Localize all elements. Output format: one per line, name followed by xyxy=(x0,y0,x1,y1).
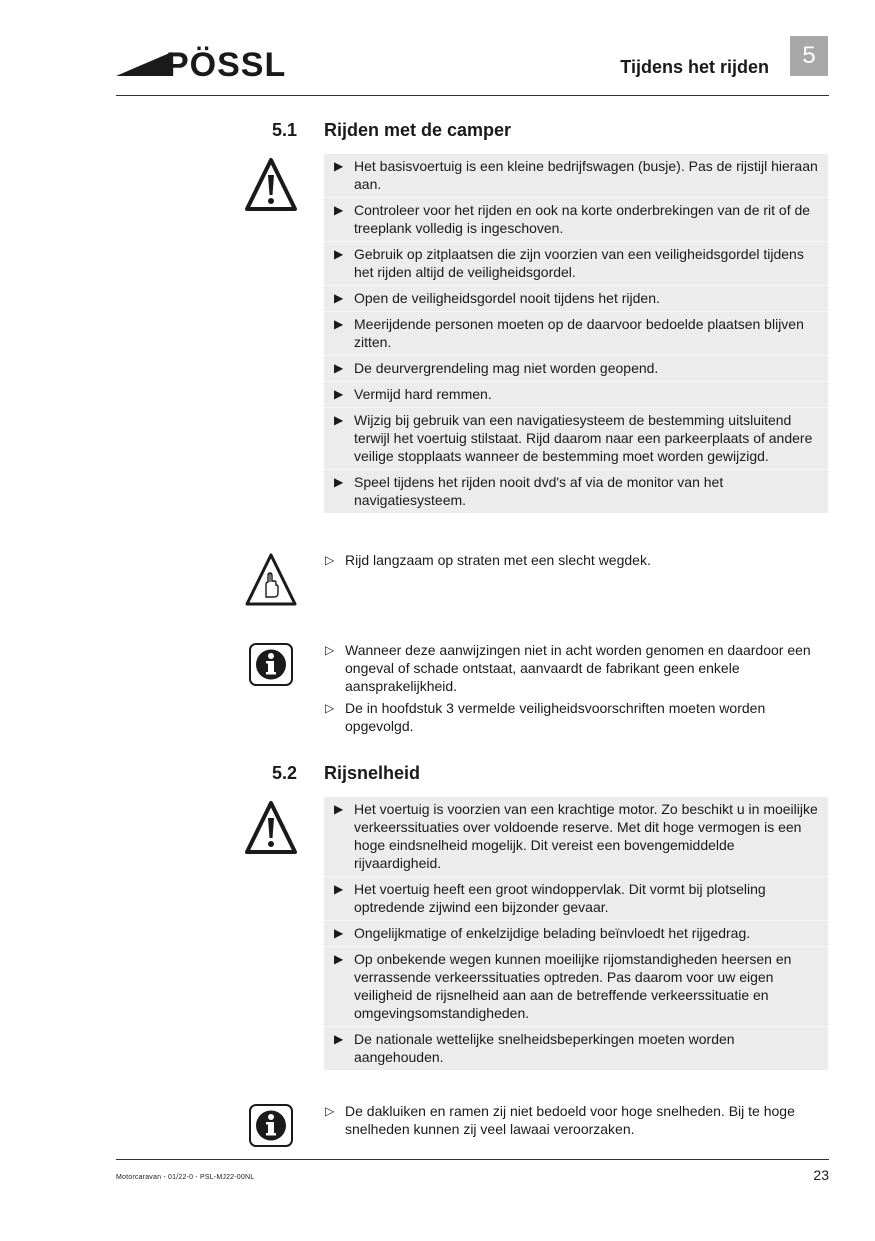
caution-item: ▷ Rijd langzaam op straten met een slecht wegdek. xyxy=(325,552,651,568)
brand-logo xyxy=(116,46,328,78)
section-title: Rijsnelheid xyxy=(324,763,421,783)
info-item: ▷ Wanneer deze aanwijzingen niet in acht worden genomen en daardoor een ongeval of schade ontstaat, aanvaardt de fabrikant geen enkele aansprakelijkheid. xyxy=(325,642,811,694)
warning-list xyxy=(324,797,828,1070)
warning-item: ▶ Controleer voor het rijden en ook na korte onderbrekingen van de rit of de treeplank volledig is ingeschoven. xyxy=(324,198,828,242)
warning-item: ▶ De deurvergrendeling mag niet worden geopend. xyxy=(324,356,828,382)
warning-item: ▶ Gebruik op zitplaatsen die zijn voorzien van een veiligheidsgordel tijdens het rijden altijd de veiligheidsgordel. xyxy=(324,242,828,286)
brand-logo-text: PÖSSL xyxy=(166,46,287,78)
info-item: ▷ De dakluiken en ramen zij niet bedoeld voor hoge snelheden. Bij te hoge snelheden kunnen zij veel lawaai veroorzaken. xyxy=(325,1103,795,1137)
warning-item: ▶ Op onbekende wegen kunnen moeilijke rijomstandigheden heersen en verrassende verkeerssituaties optreden. Pas daarom voor uw eigen veiligheid de rijsnelheid aan aan de betreffende verkeerssituatie en omgevingsomstandigheden. xyxy=(324,947,828,1027)
info-item: ▷ De in hoofdstuk 3 vermelde veiligheidsvoorschriften moeten worden opgevolgd. xyxy=(325,700,766,734)
warning-box xyxy=(324,797,828,1070)
warning-box xyxy=(324,154,828,513)
warning-item: ▶ Vermijd hard remmen. xyxy=(324,382,828,408)
info-notes xyxy=(324,641,828,739)
footer-divider xyxy=(116,1159,829,1160)
warning-item: ▶ Open de veiligheidsgordel nooit tijdens het rijden. xyxy=(324,286,828,312)
warning-item: ▶ Het voertuig is voorzien van een krachtige motor. Zo beschikt u in moeilijke verkeerssituaties over voldoende reserve. Met dit hoge vermogen is een hoge eindsnelheid mogelijk. Dit vereist een bovengemiddelde rijvaardigheid. xyxy=(324,797,828,877)
warning-list xyxy=(324,154,828,513)
section-number: 5.1 xyxy=(272,120,298,140)
section-number: 5.2 xyxy=(272,763,298,783)
warning-item: ▶ Het basisvoertuig is een kleine bedrijfswagen (busje). Pas de rijstijl hieraan aan. xyxy=(324,154,828,198)
caution-note xyxy=(324,551,828,573)
page-header-title: Tijdens het rijden xyxy=(620,57,769,77)
warning-triangle-icon xyxy=(244,157,298,213)
warning-item: ▶ Meerijdende personen moeten op de daarvoor bedoelde plaatsen blijven zitten. xyxy=(324,312,828,356)
info-icon xyxy=(247,1103,295,1149)
warning-item: ▶ Wijzig bij gebruik van een navigatiesysteem de bestemming uitsluitend terwijl het voertuig stilstaat. Rijd daarom naar een parkeerplaats of andere veilige stopplaats wanneer de bestemming moet worden gewijzigd. xyxy=(324,408,828,470)
section-title: Rijden met de camper xyxy=(324,120,512,140)
document-code: Motorcaravan - 01/22-0 - PSL-MJ22-00NL xyxy=(116,1174,255,1181)
warning-triangle-icon xyxy=(244,800,298,856)
page-number: 23 xyxy=(813,1167,829,1183)
info-notes xyxy=(324,1102,828,1142)
warning-item: ▶ Het voertuig heeft een groot windoppervlak. Dit vormt bij plotseling optredende zijwind een bijzonder gevaar. xyxy=(324,877,828,921)
info-icon xyxy=(247,642,295,688)
caution-hand-icon xyxy=(244,552,298,608)
chapter-number-badge: 5 xyxy=(790,36,828,76)
header-divider xyxy=(116,95,829,96)
warning-item: ▶ Speel tijdens het rijden nooit dvd's af via de monitor van het navigatiesysteem. xyxy=(334,474,724,508)
warning-item: ▶ Ongelijkmatige of enkelzijdige belading beïnvloedt het rijgedrag. xyxy=(324,921,828,947)
warning-item: ▶ De nationale wettelijke snelheidsbeperkingen moeten worden aangehouden. xyxy=(334,1031,735,1065)
